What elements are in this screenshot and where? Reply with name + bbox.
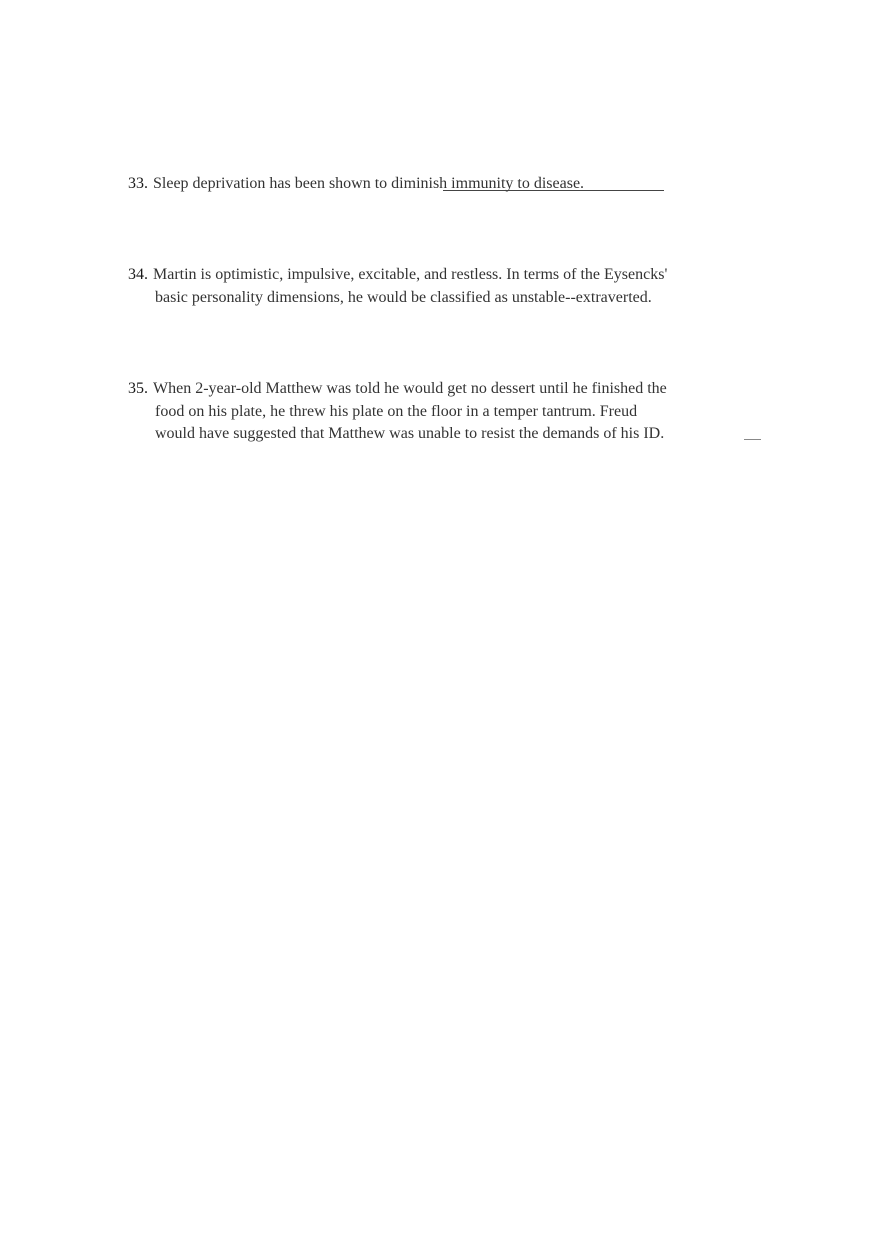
question-line: food on his plate, he threw his plate on the floor in a temper tantrum. Freud	[155, 402, 638, 420]
question-34	[128, 264, 728, 309]
question-line: When 2-year-old Matthew was told he would get no dessert until he finished the	[153, 380, 667, 397]
question-line: would have suggested that Matthew was unable to resist the demands of his ID.	[155, 425, 665, 442]
question-line: basic personality dimensions, he would be classified as unstable--extraverted.	[155, 288, 652, 306]
question-text	[128, 378, 728, 446]
question-35	[128, 378, 728, 446]
question-text	[128, 264, 728, 309]
answer-blank-line	[744, 439, 761, 440]
question-text	[128, 173, 728, 196]
question-number: 34.	[128, 266, 148, 283]
question-number: 35.	[128, 380, 148, 397]
question-number: 33.	[128, 175, 148, 192]
answer-blank-line	[443, 190, 664, 191]
question-line: Sleep deprivation has been shown to diminish immunity to disease.	[153, 175, 585, 192]
question-33	[128, 173, 728, 196]
question-line: Martin is optimistic, impulsive, excitable, and restless. In terms of the Eysencks'	[153, 266, 668, 283]
